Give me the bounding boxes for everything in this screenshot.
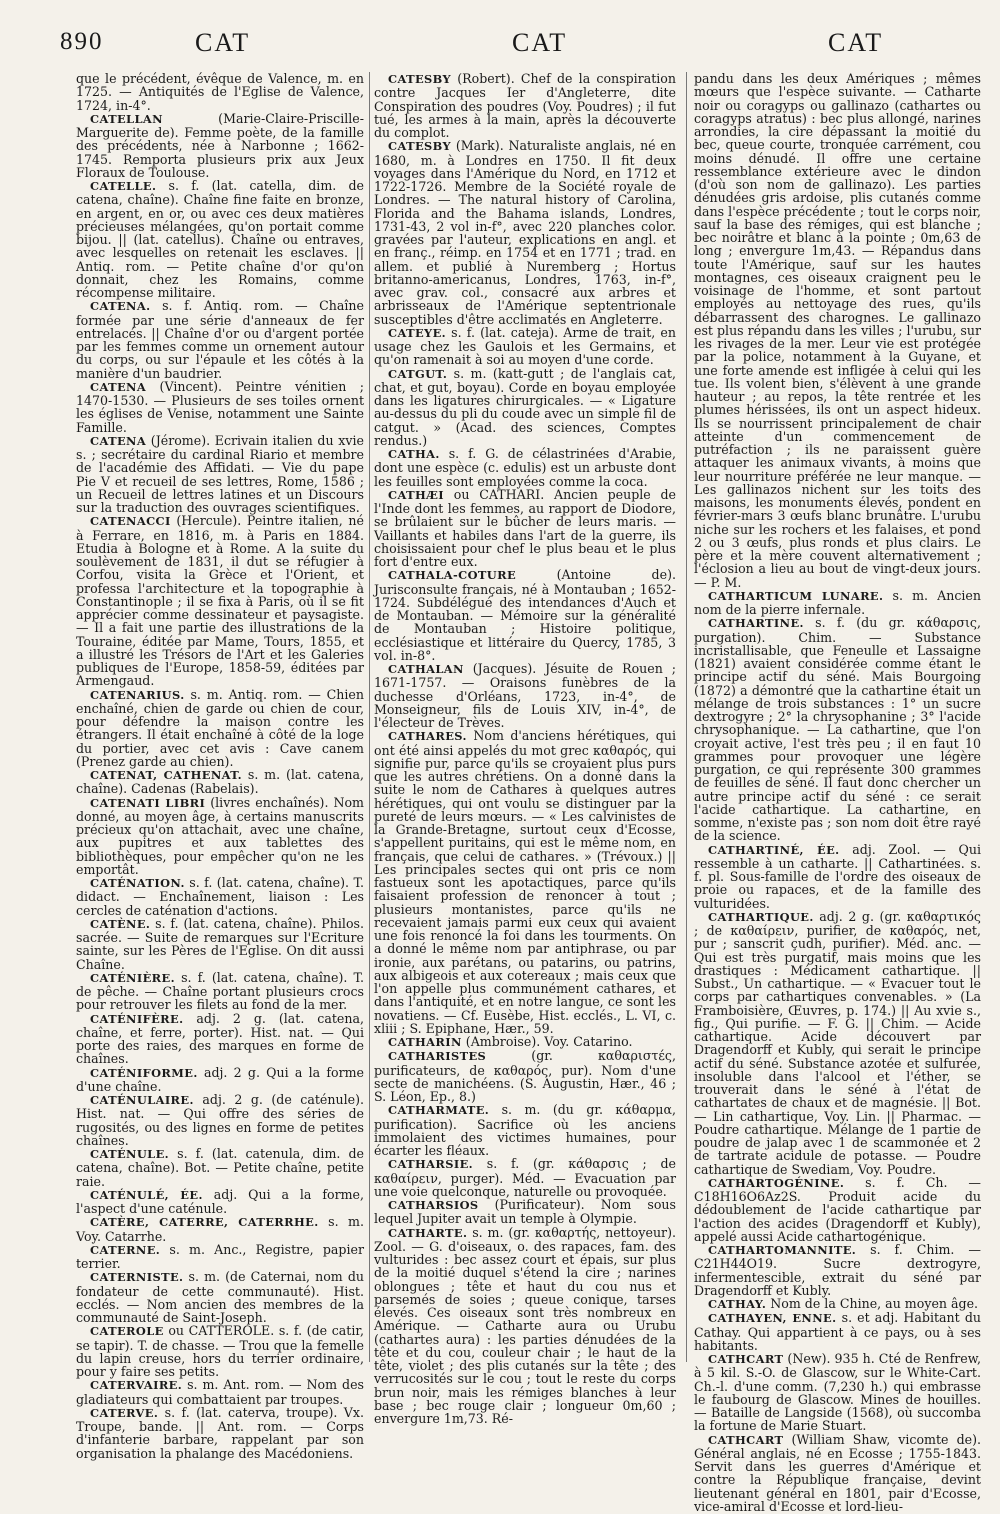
running-head-right: CAT [828,28,884,57]
entry-text: s. f. Chim. — C21H44O19. Sucre dextrogyre, infermentescible, extrait du séné par Dragendorff et Kubly. [694,1242,981,1298]
dictionary-entry [76,72,364,112]
dictionary-entry [374,326,676,367]
entry-headword: CATENA [90,433,147,448]
entry-headword: CATHAY. [708,1297,767,1311]
entry-headword: CATHARTE. [388,1225,468,1240]
entry-headword: CATHARSIOS [388,1198,479,1212]
entry-text: s. m. (du gr. κάθαρμα, purification). Sacrifice où les anciens immolaient des victimes humaines, pour écarter les fléaux. [374,1102,676,1158]
dictionary-entry [374,1157,676,1198]
entry-headword: CATENA. [90,299,151,314]
entry-headword: CATELLE. [90,179,157,193]
entry-text: adj. 2 g. (de caténule). Hist. nat. — Qui offre des séries de rugosités, ou des lignes en forme de petites chaînes. [76,1092,364,1148]
entry-text: (Purificateur). Nom sous lequel Jupiter avait un temple à Olympie. [374,1197,676,1227]
column-divider [686,72,687,1362]
entry-headword: CATEYE. [388,325,447,340]
column-right [694,71,982,1514]
dictionary-entry [76,380,364,434]
entry-text: s. f. (lat. catenula, dim. de catena, chaîne). Bot. — Petite chaîne, petite raie. [76,1146,364,1189]
column-middle [374,71,677,1426]
entry-text: s. m. (gr. καθαρτής, nettoyeur). Zool. — G. d'oiseaux, o. des rapaces, fam. des vulturides : bec assez court et épais, sur plus de la moitié duquel s'étend la cire ; narines oblongues ; tête et haut du cou nus et parsemés de soies ; queue conique, tarses élevés. Ces oiseaux sont très nombreux en Amérique. — Catharte aura ou Urubu (cathartes aura) : les parties dénudées de la tête et du cou, couleur chair ; le haut de la tête, violet ; des plis cutanés sur la tête ; des verrucosités sur le cou ; tout le reste du corps brun noir, mais les rémiges blanches à leur base ; bec rouge clair ; longueur 0m,60 ; envergure 1m,73. Ré- [374,1224,676,1426]
dictionary-entry [694,1433,981,1514]
dictionary-entry [76,971,364,1012]
entry-headword: CATHCART [708,1432,784,1447]
entry-text: s. f. G. de célastrinées d'Arabie, dont une espèce (c. edulis) est un arbuste dont les feuilles sont employées comme la coca. [374,446,676,489]
entry-text: adj. 2 g. (gr. καθαρτικός ; de καθαίρειν, purifier, de καθαρός, net, pur ; sanscrit çudh, purifier). Méd. anc. — Qui est très purgatif, mais moins que les drastiques : Médicament cathartique. || Subst., Un cathartique. — « Evacuer tout le corps par cathartiques convenables. » (La Framboisière, Œuvres, p. 174.) || Au xvie s., fig., Qui purifie. — F. G. || Chim. — Acide cathartique. Acide découvert par Dragendorff et Kubly, qui serait le principe actif du séné. Substance azotée et sulfurée, insoluble dans l'alcool et l'éther, se trouverait dans le séné à l'état de cathartates de chaux et de magnésie. || Bot. — Lin cathartique, Voy. Lin. || Pharmac. — Poudre cathartique. Mélange de 1 partie de poudre de jalap avec 1 de scammonée et 2 de tartrate acidule de potasse. — Poudre cathartique de Swediam, Voy. Poudre. [694,908,981,1177]
dictionary-entry [76,796,364,877]
dictionary-entry [76,1406,364,1460]
entry-headword: CATHARTOMANNITE. [708,1243,857,1257]
dictionary-entry [694,72,981,589]
entry-headword: CATHARMATE. [388,1103,490,1118]
dictionary-entry [76,1324,364,1378]
entry-text: (Jérome). Ecrivain italien du xvie s. ; secrétaire du cardinal Riario et membre de l'académie des Affidati. — Vie du pape Pie V et recueil de ses lettres, Rome, 1586 ; un Recueil de lettres latines et un Discours sur la traduction des ouvrages scientifiques. [76,432,364,515]
entry-headword: CATHARTICUM LUNARE. [708,588,884,603]
dictionary-entry [694,1352,981,1433]
entry-headword: CATENACCI [90,514,171,529]
dictionary-entry [76,688,364,769]
dictionary-entry [374,662,676,729]
dictionary-entry [76,1093,364,1147]
dictionary-entry [76,514,364,687]
entry-headword: CATERNISTE. [90,1270,184,1285]
dictionary-entry [374,1103,676,1157]
entry-headword: CATERNE. [90,1242,161,1257]
entry-text: adj. Zool. — Qui ressemble à un catharte. || Cathartinées. s. f. pl. Sous-famille de l'ordre des oiseaux de proie ou rapaces, et de la famille des vulturidées. [694,841,981,911]
entry-text: adj. 2 g. (lat. catena, chaîne, et ferre, porter). Hist. nat. — Qui porte des raies, des marques en forme de chaînes. [76,1010,364,1067]
entry-headword: CATÉNULAIRE. [90,1093,194,1107]
entry-text: (Vincent). Peintre vénitien ; 1470-1530. — Plusieurs de ses toiles ornent les églises de Venise, notamment une Sainte Famille. [76,378,364,435]
entry-headword: CATEROLE [90,1324,164,1339]
entry-headword: CATÈNE. [90,916,151,931]
dictionary-entry [76,1378,364,1406]
entry-headword: CATHA. [388,447,440,461]
entry-headword: CATERVE. [90,1405,159,1420]
page-number: 890 [60,28,104,55]
text-columns [76,71,982,1514]
entry-headword: CATHAYEN, ENNE. [708,1311,837,1326]
column-left [76,71,365,1461]
entry-headword: CATESBY [388,139,452,154]
entry-text: s. f. Ch. — C18H16O6Az2S. Produit acide du dédoublement de l'acide cathartique par l'action des acides (Dragendorff et Kubly), appelé aussi Acide cathartogénique. [694,1174,981,1244]
entry-text: s. m. Voy. Catarrhe. [76,1214,364,1244]
entry-text: que le précédent, évêque de Valence, m. en 1725. — Antiquités de l'Eglise de Valence, 1724, in-4°. [76,71,364,113]
entry-headword: CATERVAIRE. [90,1378,183,1393]
dictionary-entry [694,910,981,1176]
entry-text: s. f. (lat. catella, dim. de catena, chaîne). Chaîne fine faite en bronze, en argent, en or, ou avec ces deux matières précieuses mélangées, qu'on portait comme bijou. || (lat. catellus). Chaîne ou entraves, avec lesquelles on retenait les esclaves. || Antiq. rom. — Petite chaîne d'or qu'on donnait, chez les Romains, comme récompense militaire. [76,178,364,300]
entry-text: s. m. Antiq. rom. — Chien enchaîné, chien de garde ou chien de cour, pour défendre la maison contre les étrangers. Il était enchaîné à côté de la loge du portier, avec cet avis : Cave canem (Prenez garde au chien). [76,686,364,769]
entry-headword: CATELLAN [90,111,163,126]
entry-headword: CATÉNATION. [90,876,185,890]
dictionary-entry [694,1243,981,1297]
entry-text: s. f. (lat. catena, chaîne). Philos. sacrée. — Suite de remarques sur l'Ecriture sainte, sur les Pères de l'Eglise. On dit aussi Chaîne. [76,915,364,972]
dictionary-entry [374,1226,676,1426]
entry-text: (Jacques). Jésuite de Rouen ; 1671-1757. — Oraisons funèbres de la duchesse d'Orléans, 1723, in-4°, de Monseigneur, fils de Louis XIV, in-4°, de l'électeur de Trèves. [374,661,676,730]
entry-headword: CATENARIUS. [90,687,185,702]
entry-headword: CATGUT. [388,366,448,381]
entry-headword: CATÉNULÉ, ÉE. [90,1187,203,1202]
entry-headword: CATHARISTES [388,1049,487,1064]
entry-text: (New). 935 h. Cté de Renfrew, à 5 kil. S.-O. de Glascow, sur le White-Cart. Ch.-l. d'une comm. (7,230 h.) qui embrasse le faubourg de Glascow. Mines de houilles. — Bataille de Langside (1568), où succomba la fortune de Marie Stuart. [694,1351,981,1434]
running-head-center: CAT [512,28,568,57]
entry-text: s. f. (lat. cateja). Arme de trait, en usage chez les Gaulois et les Germains, et qu'on ramenait à soi au moyen d'une corde. [374,324,676,368]
entry-headword: CATHCART [708,1352,784,1366]
dictionary-entry [76,1188,364,1216]
page-header [60,28,960,72]
dictionary-entry [76,1147,364,1188]
entry-headword: CATHALAN [388,662,464,676]
dictionary-entry [374,447,676,488]
entry-headword: CATÉNULE. [90,1147,170,1161]
dictionary-entry [374,367,676,448]
entry-headword: CATÉNIÈRE. [90,970,175,985]
dictionary-entry [76,876,364,917]
entry-text: ou CATTEROLE. s. f. (de catir, se tapir). T. de chasse. — Trou que la femelle du lapin creuse, hors du terrier ordinaire, pour y faire ses petits. [76,1323,364,1379]
entry-text: s. m. (katt-gutt ; de l'anglais cat, chat, et gut, boyau). Corde en boyau employée dans les ligatures chirurgicales. — « Ligature au-dessus du pli du coude avec un simple fil de catgut. » (Acad. des sciences, Comptes rendus.) [374,365,676,448]
entry-headword: CATHARES. [388,729,467,744]
entry-headword: CATÉNIFÈRE. [90,1011,184,1026]
dictionary-entry [374,1198,676,1226]
running-head-left: CAT [195,28,251,57]
entry-text: adj. Qui a la forme, l'aspect d'une caténule. [76,1186,364,1216]
entry-text: (Robert). Chef de la conspiration contre Jacques Ier d'Angleterre, dite Conspiration des poudres (Voy. Poudres) ; il fut tué, les armes à la main, après la découverte du complot. [374,71,676,140]
dictionary-entry [694,589,981,617]
dictionary-entry [76,768,364,796]
entry-text: (Mark). Naturaliste anglais, né en 1680, m. à Londres en 1750. Il fit deux voyages dans l'Amérique du Nord, en 1712 et 1722-1726. Membre de la Société royale de Londres. — The natural history of Carolina, Florida and the Bahama islands, Londres, 1731-43, 2 vol in-f°, avec 220 planches color. gravées par l'auteur, explications en angl. et en franç., réimp. en 1754 et en 1771 ; trad. en allem. et publié à Nuremberg ; Hortus britanno-americanus, Londres, 1763, in-f°, avec grav. col., consacré aux arbres et arbrisseaux de l'Amérique septentrionale susceptibles d'être acclimatés en Angleterre. [374,138,676,327]
entry-headword: CATHARTINE. [708,616,804,631]
entry-text: s. m. Ancien nom de la pierre infernale. [694,587,981,617]
dictionary-entry [374,568,676,662]
entry-text: ou CATHARI. Ancien peuple de l'Inde dont les femmes, au rapport de Diodore, se brûlaient sur le bûcher de leurs maris. — Vaillants et habiles dans l'art de la guerre, ils choisissaient pour chef le plus beau et le plus fort d'entre eux. [374,486,677,569]
dictionary-entry [76,112,364,179]
entry-headword: CATENA [90,379,147,394]
dictionary-entry [694,1297,981,1311]
entry-headword: CATÈRE, CATERRE, CATERRHE. [90,1215,319,1230]
dictionary-entry [76,1270,364,1324]
dictionary-entry [374,1035,676,1049]
column-divider [369,72,370,1362]
entry-headword: CATHÆI [388,487,445,502]
entry-headword: CATHARSIE. [388,1157,474,1172]
entry-text: s. f. (gr. κάθαρσις ; de καθαίρειν, purger). Méd. — Evacuation par une voie quelconque, naturelle ou provoquée. [374,1156,676,1199]
entry-text: (Marie-Claire-Priscille-Marguerite de). Femme poète, de la famille des précédents, née à Narbonne ; 1662-1745. Remporta plusieurs prix aux Jeux Floraux de Toulouse. [76,110,364,180]
dictionary-entry [76,917,364,971]
entry-text: s. f. (lat. catena, chaîne). T. de pêche. — Chaîne portant plusieurs crocs pour retrouver les filets au fond de la mer. [76,969,365,1013]
entry-headword: CATÉNIFORME. [90,1065,198,1080]
dictionary-entry [374,729,676,1035]
entry-text: adj. 2 g. Qui a la forme d'une chaîne. [76,1064,364,1094]
dictionary-entry [694,616,981,842]
dictionary-entry [374,1049,676,1103]
entry-text: s. et adj. Habitant du Cathay. Qui appartient à ce pays, ou à ses habitants. [694,1310,982,1353]
dictionary-entry [76,179,364,299]
entry-text: s. f. Antiq. rom. — Chaîne formée par une série d'anneaux de fer entrelacés. || Chaîne d'or ou d'argent portée par les femmes comme un ornement autour du corps, ou sur l'épaule et les côtés à la manière d'un baudrier. [76,298,364,381]
entry-text: (Hercule). Peintre italien, né à Ferrare, en 1816, m. à Paris en 1884. Etudia à Bologne et à Rome. A la suite du soulèvement de 1831, il dut se réfugier à Corfou, visita la Grèce et l'Orient, et professa l'architecture et la topographie à Constantinople ; il se fixa à Paris, où il se fit apprécier comme dessinateur et paysagiste. — Il a fait une partie des illustrations de la Touraine, éditée par Mame, Tours, 1855, et a illustré les Trésors de l'Art et les Galeries publiques de l'Europe, 1858-59, éditées par Armengaud. [76,513,364,689]
dictionary-entry [694,1176,981,1243]
entry-headword: CATHARTIQUE. [708,909,814,924]
entry-text: Nom de la Chine, au moyen âge. [770,1296,979,1311]
entry-text: (William Shaw, vicomte de). Général anglais, né en Ecosse ; 1755-1843. Servit dans les guerres d'Amérique et contre la République française, devint lieutenant général en 1801, pair d'Ecosse, vice-amiral d'Ecosse et lord-lieu- [694,1431,981,1514]
dictionary-entry [76,1215,364,1243]
entry-text: s. m. (lat. catena, chaîne). Cadenas (Rabelais). [76,767,364,797]
entry-text: (livres enchaînés). Nom donné, au moyen âge, à certains manuscrits précieux qu'on attachait, avec une chaîne, aux pupitres et aux tablettes des bibliothèques, pour empêcher qu'on ne les emportât. [76,794,364,877]
entry-headword: CATENATI LIBRI [90,795,206,810]
entry-text: pandu dans les deux Amériques ; mêmes mœurs que l'espèce suivante. — Catharte noir ou coragyps ou gallinazo (cathartes ou coragyps atratus) : bec plus allongé, narines arrondies, la cire dépassant la moitié du bec, queue courte, tronquée carrément, cou moins dénudé. Il offre une certaine ressemblance extérieure avec le dindon (d'où son nom de gallinazo). Les parties dénudées gris ardoise, plis cutanés comme dans l'espèce précédente ; tout le corps noir, sauf la base des rémiges, qui est blanche ; bec noirâtre et blanc à la pointe ; 0m,63 de long ; envergure 1m,43. — Répandus dans toute l'Amérique, sauf sur les hautes montagnes, ces oiseaux craignent peu le voisinage de l'homme, et sont partout employés au nettoyage des rues, qu'ils débarrassent des charognes. Le gallinazo est plus répandu dans les villes ; l'urubu, sur les rivages de la mer. Leur vie est protégée par la police, notamment à la Guyane, et une forte amende est infligée à celui qui les tue. Ils volent bien, s'élèvent à une grande hauteur ; au repos, la tête rentrée et les plumes hérissées, ils ont un aspect hideux. Ils se nourrissent principalement de chair atteinte d'un commencement de putréfaction ; ils ne paraissent guère attaquer les animaux vivants, à moins que leur nourriture préférée ne leur manque. — Les gallinazos nichent sur les toits des maisons, les monuments élevés, pondent en février-mars 3 œufs blanc brunâtre. L'urubu niche sur les rochers et les falaises, et pond 2 ou 3 œufs, plus ronds et plus clairs. Le père et la mère couvent alternativement ; l'éclosion a lieu au bout de vingt-deux jours. — P. M. [694,71,981,590]
entry-text: s. f. (lat. caterva, troupe). Vx. Troupe, bande. || Ant. rom. — Corps d'infanterie barbare, rappelant par son organisation la phalange des Macédoniens. [76,1404,364,1461]
entry-headword: CATHARIN [388,1035,462,1049]
dictionary-entry [694,1311,981,1352]
entry-text: (Ambroise). Voy. Catarino. [465,1034,633,1049]
dictionary-entry [76,1243,364,1271]
dictionary-entry [374,488,676,569]
entry-text: s. f. (du gr. κάθαρσις, purgation). Chim. — Substance incristallisable, que Feneulle et Lassaigne (1821) avaient considérée comme étant le principe actif du séné. Mais Bourgoing (1872) a démontré que la cathartine était un mélange de trois substances : 1° un sucre dextrogyre ; 2° la chrysophanine ; 3° l'acide chrysophanique. — La cathartine, que l'on croyait active, l'est très peu ; il en faut 10 grammes pour provoquer une légère purgation, ce qui représente 300 grammes de feuilles de séné. Il faut donc chercher un autre principe actif du séné : ce serait l'acide cathartique. La cathartine, en somme, n'existe pas ; son nom doit être rayé de la science. [694,615,981,844]
entry-text: s. f. (lat. catena, chaîne). T. didact. — Enchaînement, liaison : Les cercles de caténation d'actions. [76,875,364,918]
entry-headword: CATESBY [388,72,452,86]
entry-headword: CATHALA-COTURE [388,568,517,583]
dictionary-entry [694,843,981,910]
dictionary-entry [374,72,676,139]
entry-headword: CATHARTINÉ, ÉE. [708,842,840,857]
entry-headword: CATHARTOGÉNINE. [708,1175,845,1190]
entry-headword: CATENAT, CATHENAT. [90,768,243,782]
entry-text: Nom d'anciens hérétiques, qui ont été ainsi appelés du mot grec καθαρός, qui signifie pur, parce qu'ils se croyaient plus purs que les autres chrétiens. On a donné dans la suite le nom de Cathares à quelques autres hérétiques, qui ont voulu se distinguer par la pureté de leurs mœurs. — « Les calvinistes de la Grande-Bretagne, surtout ceux d'Ecosse, s'appellent puritains, qui est le même nom, en français, que celui de cathares. » (Trévoux.) || Les principales sectes qui ont pris ce nom fastueux sont les apotactiques, parce qu'ils faisaient profession de renoncer à tout ; plusieurs montanistes, parce qu'ils ne recevaient jamais parmi eux ceux qui avaient une fois renoncé la foi dans les tourments. On a donné le même nom par antiphrase, ou par ironie, aux parétans, ou patarins, ou patrins, aux albigeois et aux cotereaux ; mais ceux que l'on appelle plus communément cathares, et dans l'antiquité, et en notre langue, ce sont les novatiens. — Cf. Eusèbe, Hist. ecclés., L. VI, c. xliii ; S. Epiphane, Hær., 59. [374,728,676,1036]
entry-text: (Antoine de). Jurisconsulte français, né à Montauban ; 1652-1724. Subdélégué des intendances d'Auch et de Montauban. — Mémoire sur la généralité de Montauban ; Histoire politique, ecclésiastique et littéraire du Quercy, 1785, 3 vol. in-8°. [374,567,676,663]
entry-text: s. m. (de Caternai, nom du fondateur de cette communauté). Hist. ecclés. — Nom ancien des membres de la communauté de Saint-Joseph. [76,1269,364,1325]
dictionary-entry [76,299,364,380]
dictionary-entry [76,434,364,515]
dictionary-entry [76,1066,364,1094]
entry-text: s. m. Ant. rom. — Nom des gladiateurs qui combattaient par troupes. [76,1377,364,1407]
dictionary-entry [374,139,676,326]
entry-text: s. m. Anc., Registre, papier terrier. [76,1241,364,1271]
entry-text: (gr. καθαριστές, purificateurs, de καθαρός, pur). Nom d'une secte de manichéens. (S. Augustin, Hær., 46 ; S. Léon, Ep., 8.) [374,1048,676,1104]
dictionary-entry [76,1012,364,1066]
